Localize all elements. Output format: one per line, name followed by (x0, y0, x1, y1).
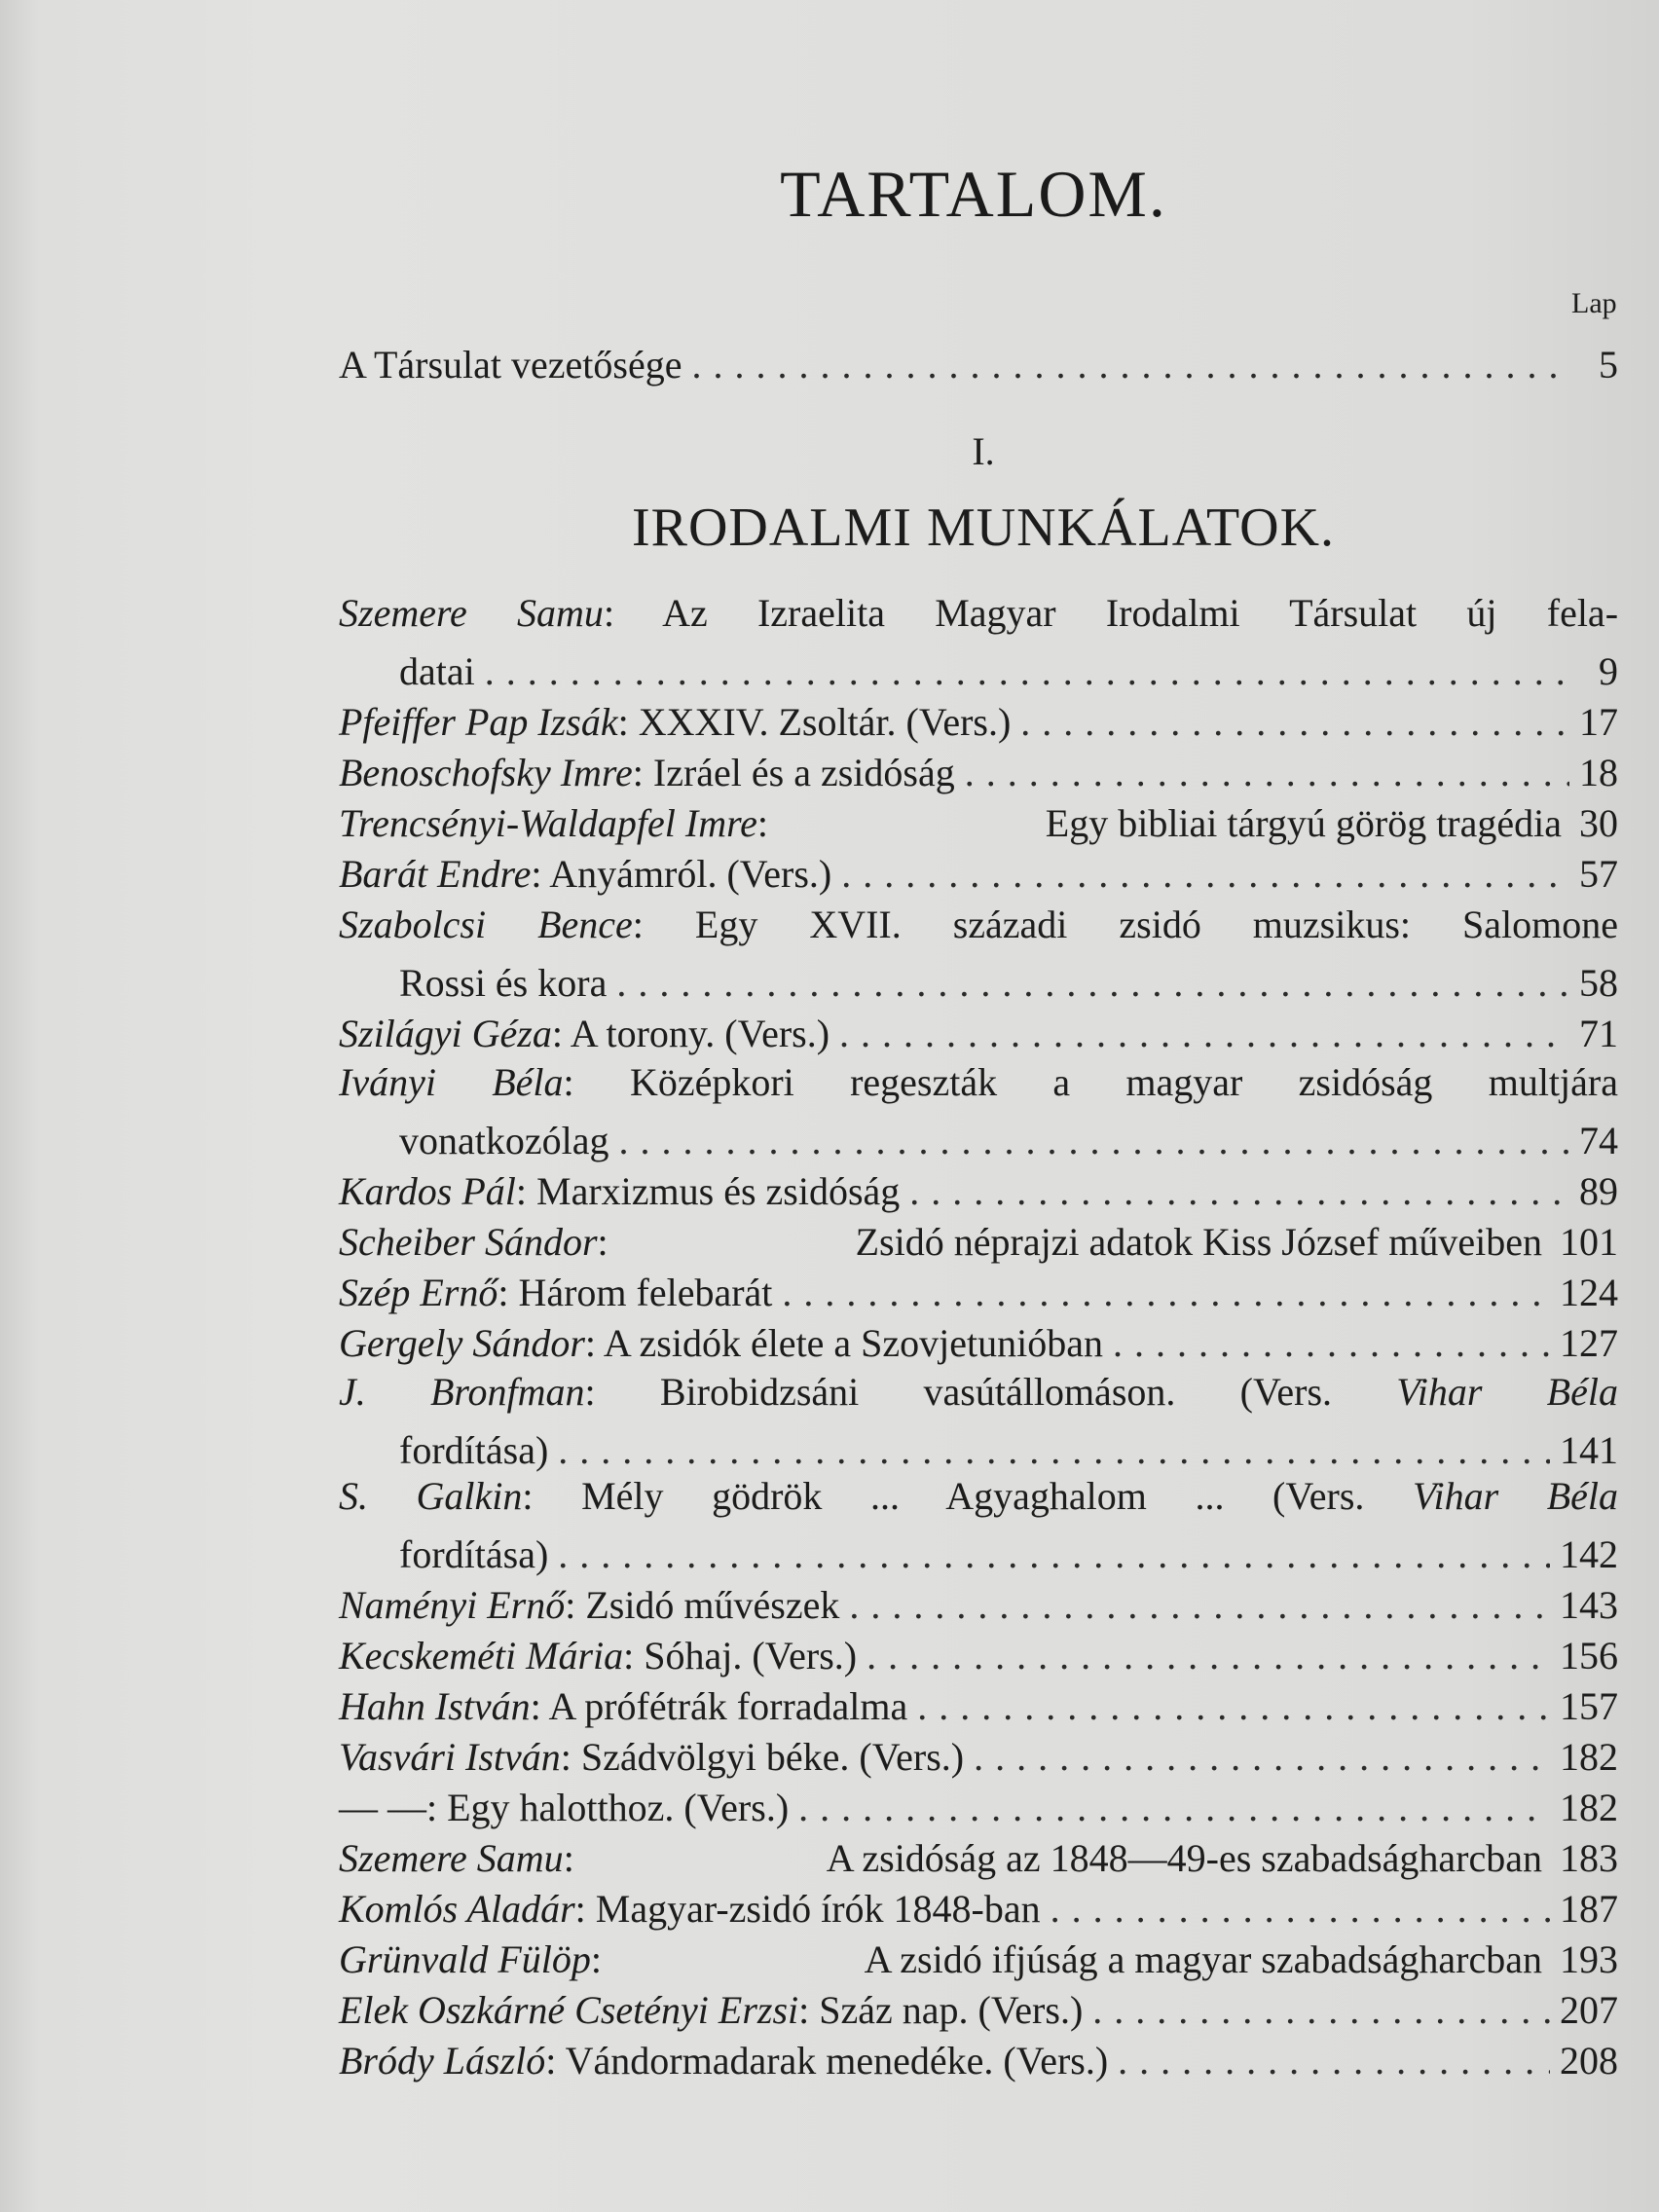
entry-page: 71 (1579, 1012, 1618, 1055)
entry-title: Egy halotthoz. (Vers.) (447, 1786, 790, 1829)
entry-page: 182 (1560, 1735, 1618, 1779)
entry-page: 157 (1560, 1684, 1618, 1728)
entry-author: J. Bronfman (339, 1370, 585, 1414)
toc-entry: Hahn István: A prófétrák forradalma . . . 157 (339, 1673, 1618, 1731)
toc-entry (399, 1521, 1618, 1579)
entry-author: Szilágyi Géza (339, 1012, 552, 1055)
toc-entry: Pfeiffer Pap Izsák: XXXIV. Zsoltár. (Vers.) . . . 17 (339, 688, 1618, 747)
toc-entry: Kardos Pál: Marxizmus és zsidóság . . . 89 (339, 1158, 1618, 1216)
entry-page: 74 (1579, 1119, 1618, 1162)
entry-translator: Vihar Béla (1396, 1370, 1618, 1414)
entry-author: Trencsényi-Waldapfel Imre (339, 801, 757, 845)
entry-page: 89 (1579, 1169, 1618, 1213)
entry-title-cont: datai (399, 649, 475, 693)
toc-entry-line: Szemere Samu: Az Izraelita Magyar Irodalmi Társulat új fela- (339, 591, 1619, 635)
toc-entry (399, 638, 1618, 696)
entry-author: S. Galkin (339, 1474, 523, 1518)
toc-entry: Szemere Samu: A zsidóság az 1848—49-es szabadságharcban 183 (339, 1825, 1618, 1883)
entry-author: Szemere Samu (339, 591, 604, 635)
entry-title: Három felebarát (518, 1271, 773, 1314)
entry-author: Iványi Béla (339, 1060, 564, 1104)
toc-entry-front (339, 331, 1618, 389)
leader-dots (841, 850, 1569, 899)
entry-author: Kardos Pál (339, 1169, 516, 1213)
entry-title: Szádvölgyi béke. (Vers.) (580, 1735, 965, 1779)
entry-author: Naményi Ernő (339, 1583, 566, 1627)
entry-title: Zsidó néprajzi adatok Kiss József műveiben (855, 1220, 1542, 1264)
toc-entry-line: Szabolcsi Bence: Egy XVII. századi zsidó muzsikus: Salomone (339, 903, 1619, 946)
toc-entry-line: S. Galkin: Mély gödrök ... Agyaghalom ... (Vers. Vihar Béla (339, 1474, 1618, 1518)
entry-author: Gergely Sándor (339, 1321, 585, 1365)
entry-title: A prófétrák forradalma (548, 1684, 908, 1728)
entry-title: Birobidzsáni vasútállomáson. (Vers. (659, 1370, 1333, 1414)
entry-author: Szemere Samu (339, 1836, 564, 1880)
toc-entry: Grünvald Fülöp: A zsidó ifjúság a magyar szabadságharcban 193 (339, 1926, 1618, 1984)
toc-entry: Barát Endre: Anyámról. (Vers.) . . . 57 (339, 840, 1618, 899)
toc-entry (399, 949, 1618, 1008)
entry-title-cont: vonatkozólag (399, 1119, 609, 1162)
toc-entry: Komlós Aladár: Magyar-zsidó írók 1848-ban . . . 187 (339, 1875, 1618, 1934)
leader-dots (839, 1010, 1569, 1058)
toc-entry: Scheiber Sándor: Zsidó néprajzi adatok Kiss József műveiben 101 (339, 1208, 1618, 1267)
entry-page: 156 (1560, 1634, 1618, 1677)
entry-page: 30 (1579, 801, 1618, 845)
toc-entry: Kecskeméti Mária: Sóhaj. (Vers.) . . . 156 (339, 1622, 1618, 1680)
entry-author: Grünvald Fülöp (339, 1937, 591, 1981)
toc-entry: Vasvári István: Szádvölgyi béke. (Vers.) . . . 182 (339, 1723, 1618, 1782)
entry-page: 124 (1560, 1271, 1618, 1314)
leader-dots (558, 1426, 1550, 1475)
entry-title: Zsidó művészek (585, 1583, 840, 1627)
page-title: TARTALOM. (780, 157, 1167, 231)
toc-entry: Elek Oszkárné Csetényi Erzsi: Száz nap. (Vers.) . . . 207 (339, 1976, 1618, 2035)
entry-page: 142 (1560, 1532, 1618, 1576)
entry-author: Pfeiffer Pap Izsák (339, 700, 618, 744)
entry-author: Bródy László (339, 2039, 546, 2083)
entry-page: 127 (1560, 1321, 1618, 1365)
entry-page: 18 (1579, 751, 1618, 794)
entry-title: Magyar-zsidó írók 1848-ban (595, 1887, 1041, 1931)
entry-title: A zsidó ifjúság a magyar szabadságharcban (864, 1937, 1542, 1981)
entry-title: Marxizmus és zsidóság (536, 1169, 901, 1213)
entry-title: Izráel és a zsidóság (652, 751, 955, 794)
toc-entry: Benoschofsky Imre: Izráel és a zsidóság . . . 18 (339, 739, 1618, 797)
entry-page: 101 (1560, 1220, 1618, 1264)
toc-entry: — —: Egy halotthoz. (Vers.) . . . 182 (339, 1774, 1618, 1832)
entry-title: Egy XVII. századi zsidó muzsikus: Salomone (694, 903, 1619, 946)
entry-page: 207 (1560, 1988, 1618, 2032)
entry-title: Vándormadarak menedéke. (Vers.) (565, 2039, 1109, 2083)
toc-entry: Trencsényi-Waldapfel Imre: Egy bibliai tárgyú görög tragédia 30 (339, 790, 1618, 848)
entry-page: 183 (1560, 1836, 1618, 1880)
toc-entry (399, 1107, 1618, 1165)
entry-title: A zsidók élete a Szovjetunióban (603, 1321, 1104, 1365)
leader-dots (1118, 2037, 1550, 2085)
entry-author: Benoschofsky Imre (339, 751, 633, 794)
entry-page: 58 (1579, 961, 1618, 1005)
section-title: IRODALMI MUNKÁLATOK. (631, 498, 1336, 558)
entry-page: 187 (1560, 1887, 1618, 1931)
entry-author: Scheiber Sándor (339, 1220, 598, 1264)
lap-label: Lap (1571, 287, 1617, 319)
entry-page: 57 (1579, 852, 1618, 896)
leader-dots (691, 341, 1569, 389)
entry-page: 143 (1560, 1583, 1618, 1627)
entry-title-cont: fordítása) (399, 1532, 549, 1576)
entry-author: Szabolcsi Bence (339, 903, 633, 946)
toc-entry-line: Iványi Béla: Középkori regeszták a magyar zsidóság multjára (339, 1060, 1618, 1104)
entry-title: A torony. (Vers.) (570, 1012, 830, 1055)
entry-title: Egy bibliai tárgyú görög tragédia (1045, 801, 1562, 845)
entry-title-cont: Rossi és kora (399, 961, 608, 1005)
section-number: I. (972, 429, 995, 473)
toc-entry (399, 1417, 1618, 1475)
toc-entry: Bródy László: Vándormadarak menedéke. (Vers.) . . . 208 (339, 2027, 1618, 2085)
entry-page: 182 (1560, 1786, 1618, 1829)
entry-author: — — (339, 1786, 426, 1829)
entry-title: A zsidóság az 1848—49-es szabadságharcban (826, 1836, 1542, 1880)
entry-page: 193 (1560, 1937, 1618, 1981)
entry-page: 208 (1560, 2039, 1618, 2083)
entry-author: Komlós Aladár (339, 1887, 575, 1931)
entry-page: 141 (1560, 1428, 1618, 1472)
toc-entry: Gergely Sándor: A zsidók élete a Szovjetunióban . . . 127 (339, 1309, 1618, 1368)
entry-title: Sóhaj. (Vers.) (644, 1634, 858, 1677)
toc-entry: Szép Ernő: Három felebarát . . . 124 (339, 1259, 1618, 1317)
entry-title: Száz nap. (Vers.) (819, 1988, 1084, 2032)
entry-title: Anyámról. (Vers.) (549, 852, 832, 896)
entry-author: Kecskeméti Mária (339, 1634, 624, 1677)
entry-title: Mély gödrök ... Agyaghalom ... (Vers. (581, 1474, 1365, 1518)
entry-author: Vasvári István (339, 1735, 561, 1779)
entry-page: 9 (1599, 649, 1618, 693)
leader-dots (1113, 1319, 1550, 1368)
entry-translator: Vihar Béla (1413, 1474, 1618, 1518)
entry-title: A Társulat vezetősége (339, 343, 682, 387)
entry-title: Az Izraelita Magyar Irodalmi Társulat új fela- (662, 591, 1619, 635)
entry-author: Szép Ernő (339, 1271, 498, 1314)
entry-page: 17 (1579, 700, 1618, 744)
entry-title: Középkori regeszták a magyar zsidóság multjára (629, 1060, 1618, 1104)
toc-entry: Szilágyi Géza: A torony. (Vers.) . . . 71 (339, 1000, 1618, 1058)
entry-title-cont: fordítása) (399, 1428, 549, 1472)
entry-page: 5 (1599, 343, 1618, 387)
entry-author: Barát Endre (339, 852, 532, 896)
entry-author: Hahn István (339, 1684, 531, 1728)
entry-title: XXXIV. Zsoltár. (Vers.) (638, 700, 1012, 744)
toc-entry: Naményi Ernő: Zsidó művészek . . . 143 (339, 1571, 1618, 1630)
toc-entry-line: J. Bronfman: Birobidzsáni vasútállomáson. (Vers. Vihar Béla (339, 1370, 1618, 1414)
entry-author: Elek Oszkárné Csetényi Erzsi (339, 1988, 799, 2032)
